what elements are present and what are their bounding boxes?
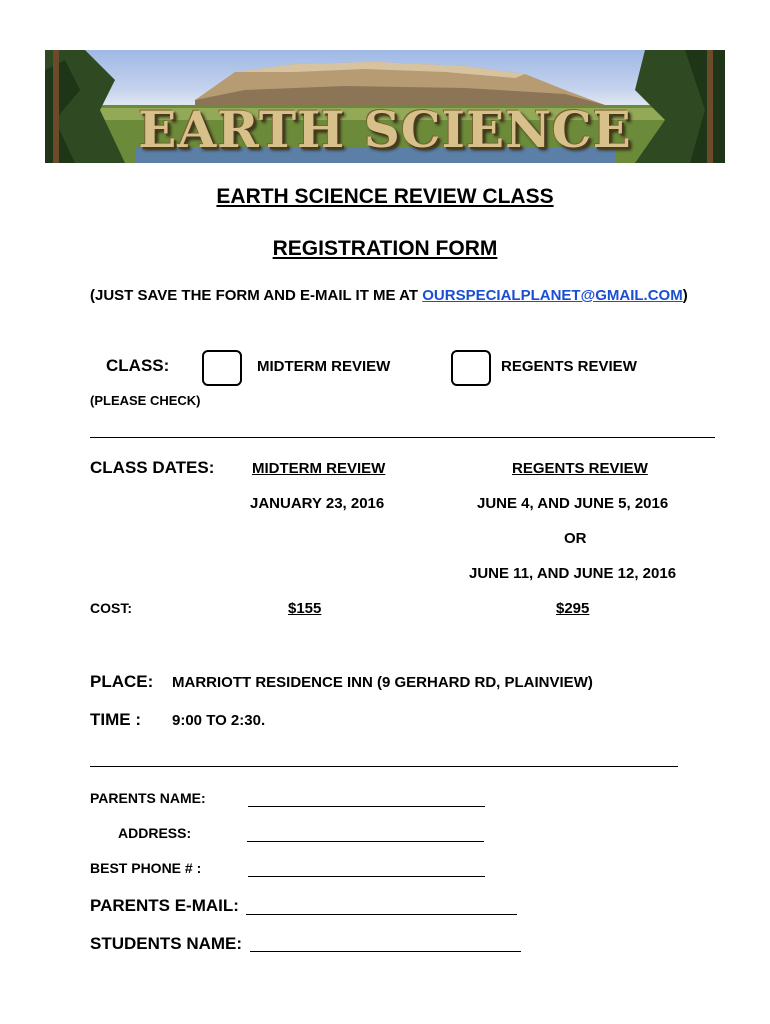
place-value: MARRIOTT RESIDENCE INN (9 GERHARD RD, PLAINVIEW) [172, 674, 593, 691]
banner-title: EARTH SCIENCE [138, 100, 632, 159]
parents-email-field[interactable] [246, 914, 517, 915]
time-value: 9:00 TO 2:30. [172, 712, 266, 729]
midterm-header: MIDTERM REVIEW [252, 460, 386, 477]
class-label: CLASS: [106, 356, 170, 375]
regents-review-option-label: REGENTS REVIEW [501, 358, 637, 375]
divider-line-2 [90, 766, 678, 767]
phone-field[interactable] [248, 876, 485, 877]
class-dates-label [90, 458, 214, 478]
time-label: TIME : [90, 710, 141, 729]
place-label: PLACE: [90, 672, 154, 691]
parents-email-label: PARENTS E-MAIL: [90, 896, 239, 915]
email-link[interactable]: OURSPECIALPLANET@GMAIL.COM [422, 287, 683, 304]
divider-line [90, 437, 715, 438]
form-subtitle: REGISTRATION FORM [272, 237, 498, 260]
midterm-date: JANUARY 23, 2016 [250, 495, 385, 512]
form-title: EARTH SCIENCE REVIEW CLASS [216, 185, 554, 208]
regents-date-option-2: JUNE 11, AND JUNE 12, 2016 [469, 565, 677, 582]
header-banner-image [45, 50, 725, 163]
midterm-review-checkbox[interactable] [202, 350, 242, 386]
cost-label: COST: [90, 600, 132, 616]
instructions-suffix: ) [682, 287, 688, 304]
regents-date-option-1: JUNE 4, AND JUNE 5, 2016 [477, 495, 669, 512]
address-label: ADDRESS: [118, 825, 192, 841]
class-dates-label-text: CLASS DATES [90, 458, 209, 477]
students-name-label: STUDENTS NAME: [90, 934, 243, 953]
phone-label: BEST PHONE # : [90, 860, 202, 876]
midterm-cost: $155 [288, 600, 322, 617]
instructions-prefix: (JUST SAVE THE FORM AND E-MAIL IT ME AT [90, 287, 423, 304]
parents-name-label: PARENTS NAME: [90, 790, 206, 806]
regents-header: REGENTS REVIEW [512, 460, 648, 477]
students-name-field[interactable] [250, 951, 521, 952]
class-dates-colon: : [208, 458, 215, 477]
please-check-hint: (PLEASE CHECK) [90, 393, 201, 408]
parents-name-field[interactable] [248, 806, 485, 807]
regents-cost: $295 [556, 600, 590, 617]
instructions-text [90, 287, 688, 304]
address-field[interactable] [247, 841, 484, 842]
regents-review-checkbox[interactable] [451, 350, 491, 386]
midterm-review-option-label: MIDTERM REVIEW [257, 358, 391, 375]
or-separator: OR [564, 530, 587, 547]
